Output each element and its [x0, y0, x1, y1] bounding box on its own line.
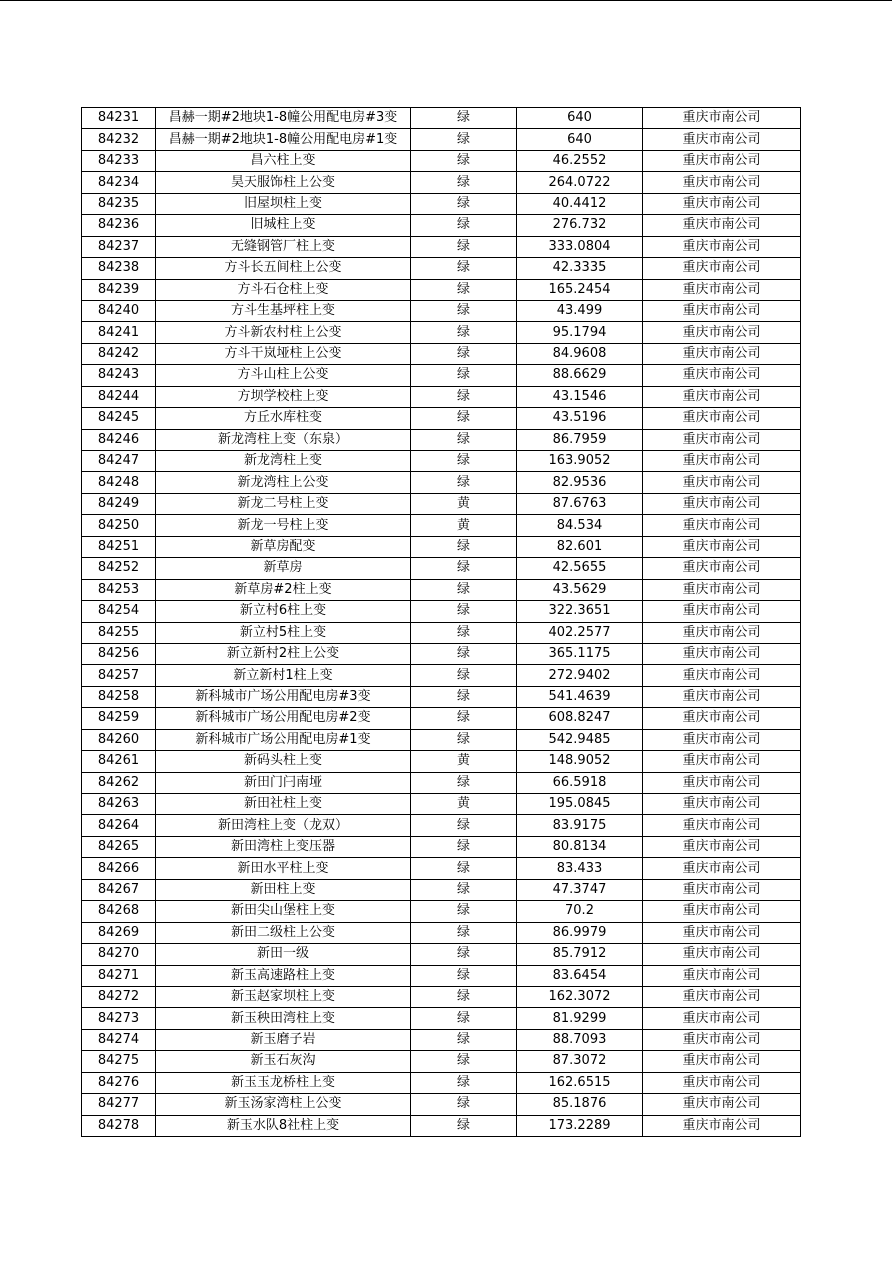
- cell-company: 重庆市南公司: [643, 322, 801, 343]
- table-row: [82, 150, 801, 171]
- cell-value: 42.3335: [517, 258, 643, 279]
- cell-status: 绿: [411, 108, 517, 129]
- cell-status: 绿: [411, 236, 517, 257]
- cell-name: 新田尖山堡柱上变: [156, 901, 411, 922]
- cell-status: 绿: [411, 150, 517, 171]
- cell-value: 162.3072: [517, 986, 643, 1007]
- cell-status: 绿: [411, 579, 517, 600]
- cell-name: 新玉高速路柱上变: [156, 965, 411, 986]
- cell-name: 新草房#2柱上变: [156, 579, 411, 600]
- cell-value: 87.3072: [517, 1051, 643, 1072]
- cell-status: 绿: [411, 965, 517, 986]
- table-row: [82, 836, 801, 857]
- cell-value: 85.1876: [517, 1094, 643, 1115]
- cell-name: 新立村6柱上变: [156, 601, 411, 622]
- cell-status: 黄: [411, 493, 517, 514]
- cell-status: 绿: [411, 1094, 517, 1115]
- table-row: [82, 365, 801, 386]
- cell-id: 84231: [82, 108, 156, 129]
- cell-company: 重庆市南公司: [643, 1072, 801, 1093]
- cell-status: 绿: [411, 258, 517, 279]
- cell-status: 绿: [411, 386, 517, 407]
- table-row: [82, 922, 801, 943]
- cell-company: 重庆市南公司: [643, 1051, 801, 1072]
- table-row: [82, 986, 801, 1007]
- cell-company: 重庆市南公司: [643, 365, 801, 386]
- cell-status: 绿: [411, 536, 517, 557]
- cell-id: 84260: [82, 729, 156, 750]
- table-row: [82, 1072, 801, 1093]
- table-row: [82, 451, 801, 472]
- cell-value: 163.9052: [517, 451, 643, 472]
- cell-name: 新龙湾柱上变: [156, 451, 411, 472]
- cell-name: 方斗干岚垭柱上公变: [156, 343, 411, 364]
- table-row: [82, 879, 801, 900]
- cell-value: 47.3747: [517, 879, 643, 900]
- table-row: [82, 279, 801, 300]
- cell-company: 重庆市南公司: [643, 1094, 801, 1115]
- cell-status: 绿: [411, 1115, 517, 1136]
- cell-id: 84245: [82, 408, 156, 429]
- cell-status: 绿: [411, 215, 517, 236]
- cell-value: 46.2552: [517, 150, 643, 171]
- cell-id: 84240: [82, 300, 156, 321]
- cell-value: 43.499: [517, 300, 643, 321]
- cell-id: 84244: [82, 386, 156, 407]
- cell-id: 84275: [82, 1051, 156, 1072]
- data-table: [81, 107, 801, 1137]
- cell-value: 81.9299: [517, 1008, 643, 1029]
- cell-company: 重庆市南公司: [643, 729, 801, 750]
- cell-id: 84267: [82, 879, 156, 900]
- cell-name: 新田一级: [156, 944, 411, 965]
- cell-id: 84241: [82, 322, 156, 343]
- cell-status: 绿: [411, 1072, 517, 1093]
- cell-name: 新田柱上变: [156, 879, 411, 900]
- cell-company: 重庆市南公司: [643, 451, 801, 472]
- cell-name: 新玉水队8社柱上变: [156, 1115, 411, 1136]
- cell-status: 绿: [411, 129, 517, 150]
- cell-status: 绿: [411, 558, 517, 579]
- cell-id: 84266: [82, 858, 156, 879]
- cell-id: 84234: [82, 172, 156, 193]
- cell-name: 昊天服饰柱上公变: [156, 172, 411, 193]
- cell-id: 84259: [82, 708, 156, 729]
- cell-value: 333.0804: [517, 236, 643, 257]
- cell-value: 264.0722: [517, 172, 643, 193]
- cell-status: 黄: [411, 515, 517, 536]
- cell-company: 重庆市南公司: [643, 472, 801, 493]
- table-row: [82, 643, 801, 664]
- cell-value: 82.9536: [517, 472, 643, 493]
- table-row: [82, 601, 801, 622]
- cell-value: 83.6454: [517, 965, 643, 986]
- cell-id: 84257: [82, 665, 156, 686]
- cell-status: 绿: [411, 686, 517, 707]
- table-row: [82, 108, 801, 129]
- cell-name: 新玉石灰沟: [156, 1051, 411, 1072]
- cell-value: 83.433: [517, 858, 643, 879]
- cell-status: 绿: [411, 429, 517, 450]
- cell-name: 新田社柱上变: [156, 794, 411, 815]
- cell-name: 方斗生基坪柱上变: [156, 300, 411, 321]
- cell-company: 重庆市南公司: [643, 622, 801, 643]
- cell-id: 84262: [82, 772, 156, 793]
- table-row: [82, 429, 801, 450]
- cell-value: 148.9052: [517, 751, 643, 772]
- cell-name: 方斗山柱上公变: [156, 365, 411, 386]
- cell-id: 84246: [82, 429, 156, 450]
- cell-id: 84268: [82, 901, 156, 922]
- cell-name: 新田水平柱上变: [156, 858, 411, 879]
- cell-name: 新草房配变: [156, 536, 411, 557]
- cell-name: 新科城市广场公用配电房#1变: [156, 729, 411, 750]
- cell-company: 重庆市南公司: [643, 236, 801, 257]
- table-row: [82, 343, 801, 364]
- cell-value: 162.6515: [517, 1072, 643, 1093]
- table-row: [82, 322, 801, 343]
- cell-name: 新草房: [156, 558, 411, 579]
- cell-id: 84276: [82, 1072, 156, 1093]
- cell-company: 重庆市南公司: [643, 1008, 801, 1029]
- cell-company: 重庆市南公司: [643, 150, 801, 171]
- cell-id: 84255: [82, 622, 156, 643]
- cell-company: 重庆市南公司: [643, 772, 801, 793]
- cell-status: 绿: [411, 922, 517, 943]
- cell-id: 84251: [82, 536, 156, 557]
- cell-value: 195.0845: [517, 794, 643, 815]
- cell-company: 重庆市南公司: [643, 815, 801, 836]
- cell-value: 86.7959: [517, 429, 643, 450]
- table-row: [82, 579, 801, 600]
- table-row: [82, 622, 801, 643]
- table-row: [82, 708, 801, 729]
- cell-name: 新立新村2柱上公变: [156, 643, 411, 664]
- cell-id: 84253: [82, 579, 156, 600]
- cell-id: 84235: [82, 193, 156, 214]
- table-row: [82, 1115, 801, 1136]
- cell-company: 重庆市南公司: [643, 558, 801, 579]
- cell-company: 重庆市南公司: [643, 794, 801, 815]
- cell-company: 重庆市南公司: [643, 579, 801, 600]
- cell-name: 新玉汤家湾柱上公变: [156, 1094, 411, 1115]
- cell-id: 84237: [82, 236, 156, 257]
- cell-value: 43.5629: [517, 579, 643, 600]
- table-row: [82, 300, 801, 321]
- table-row: [82, 965, 801, 986]
- cell-status: 绿: [411, 343, 517, 364]
- cell-id: 84265: [82, 836, 156, 857]
- cell-company: 重庆市南公司: [643, 429, 801, 450]
- cell-status: 绿: [411, 1008, 517, 1029]
- cell-name: 方坝学校柱上变: [156, 386, 411, 407]
- cell-status: 绿: [411, 408, 517, 429]
- cell-company: 重庆市南公司: [643, 665, 801, 686]
- table-row: [82, 193, 801, 214]
- cell-company: 重庆市南公司: [643, 215, 801, 236]
- cell-status: 黄: [411, 751, 517, 772]
- cell-id: 84243: [82, 365, 156, 386]
- cell-status: 绿: [411, 729, 517, 750]
- cell-status: 绿: [411, 643, 517, 664]
- cell-company: 重庆市南公司: [643, 343, 801, 364]
- cell-company: 重庆市南公司: [643, 1029, 801, 1050]
- cell-name: 新立村5柱上变: [156, 622, 411, 643]
- cell-value: 608.8247: [517, 708, 643, 729]
- cell-id: 84242: [82, 343, 156, 364]
- table-row: [82, 858, 801, 879]
- cell-company: 重庆市南公司: [643, 386, 801, 407]
- cell-company: 重庆市南公司: [643, 279, 801, 300]
- table-row: [82, 901, 801, 922]
- cell-name: 新田湾柱上变（龙双）: [156, 815, 411, 836]
- cell-value: 40.4412: [517, 193, 643, 214]
- cell-id: 84236: [82, 215, 156, 236]
- cell-status: 绿: [411, 472, 517, 493]
- cell-company: 重庆市南公司: [643, 601, 801, 622]
- cell-id: 84278: [82, 1115, 156, 1136]
- cell-company: 重庆市南公司: [643, 922, 801, 943]
- cell-id: 84250: [82, 515, 156, 536]
- cell-id: 84258: [82, 686, 156, 707]
- cell-status: 绿: [411, 1029, 517, 1050]
- cell-name: 新田二级柱上公变: [156, 922, 411, 943]
- cell-name: 新玉玉龙桥柱上变: [156, 1072, 411, 1093]
- cell-status: 黄: [411, 794, 517, 815]
- cell-status: 绿: [411, 622, 517, 643]
- cell-id: 84272: [82, 986, 156, 1007]
- cell-id: 84277: [82, 1094, 156, 1115]
- cell-status: 绿: [411, 772, 517, 793]
- cell-status: 绿: [411, 279, 517, 300]
- cell-company: 重庆市南公司: [643, 408, 801, 429]
- cell-company: 重庆市南公司: [643, 515, 801, 536]
- cell-id: 84263: [82, 794, 156, 815]
- cell-name: 新玉秧田湾柱上变: [156, 1008, 411, 1029]
- table-row: [82, 236, 801, 257]
- cell-name: 昌赫一期#2地块1-8幢公用配电房#1变: [156, 129, 411, 150]
- cell-status: 绿: [411, 300, 517, 321]
- cell-name: 新龙一号柱上变: [156, 515, 411, 536]
- cell-name: 无缝钢管厂柱上变: [156, 236, 411, 257]
- cell-id: 84248: [82, 472, 156, 493]
- table-row: [82, 258, 801, 279]
- cell-company: 重庆市南公司: [643, 686, 801, 707]
- cell-company: 重庆市南公司: [643, 1115, 801, 1136]
- cell-value: 640: [517, 129, 643, 150]
- table-row: [82, 515, 801, 536]
- table-row: [82, 729, 801, 750]
- cell-name: 新科城市广场公用配电房#3变: [156, 686, 411, 707]
- cell-value: 82.601: [517, 536, 643, 557]
- cell-status: 绿: [411, 1051, 517, 1072]
- cell-name: 新田门闩南垭: [156, 772, 411, 793]
- table-row: [82, 386, 801, 407]
- cell-status: 绿: [411, 879, 517, 900]
- cell-value: 95.1794: [517, 322, 643, 343]
- cell-name: 旧屋坝柱上变: [156, 193, 411, 214]
- cell-name: 昌赫一期#2地块1-8幢公用配电房#3变: [156, 108, 411, 129]
- cell-value: 402.2577: [517, 622, 643, 643]
- cell-company: 重庆市南公司: [643, 965, 801, 986]
- cell-company: 重庆市南公司: [643, 879, 801, 900]
- cell-id: 84232: [82, 129, 156, 150]
- cell-id: 84274: [82, 1029, 156, 1050]
- cell-name: 新田湾柱上变压器: [156, 836, 411, 857]
- cell-id: 84254: [82, 601, 156, 622]
- cell-name: 新龙二号柱上变: [156, 493, 411, 514]
- cell-name: 昌六柱上变: [156, 150, 411, 171]
- cell-status: 绿: [411, 858, 517, 879]
- cell-company: 重庆市南公司: [643, 129, 801, 150]
- cell-id: 84261: [82, 751, 156, 772]
- cell-company: 重庆市南公司: [643, 536, 801, 557]
- cell-name: 旧城柱上变: [156, 215, 411, 236]
- cell-id: 84271: [82, 965, 156, 986]
- cell-company: 重庆市南公司: [643, 944, 801, 965]
- table-row: [82, 944, 801, 965]
- table-row: [82, 493, 801, 514]
- table-row: [82, 1029, 801, 1050]
- cell-value: 272.9402: [517, 665, 643, 686]
- cell-id: 84270: [82, 944, 156, 965]
- cell-value: 66.5918: [517, 772, 643, 793]
- cell-status: 绿: [411, 944, 517, 965]
- cell-name: 新码头柱上变: [156, 751, 411, 772]
- cell-id: 84249: [82, 493, 156, 514]
- table-row: [82, 751, 801, 772]
- cell-status: 绿: [411, 901, 517, 922]
- cell-value: 70.2: [517, 901, 643, 922]
- cell-name: 方丘水库柱变: [156, 408, 411, 429]
- cell-name: 新玉赵家坝柱上变: [156, 986, 411, 1007]
- cell-status: 绿: [411, 601, 517, 622]
- table-row: [82, 172, 801, 193]
- cell-company: 重庆市南公司: [643, 858, 801, 879]
- cell-name: 新立新村1柱上变: [156, 665, 411, 686]
- table-row: [82, 794, 801, 815]
- cell-status: 绿: [411, 451, 517, 472]
- cell-id: 84233: [82, 150, 156, 171]
- cell-status: 绿: [411, 172, 517, 193]
- cell-company: 重庆市南公司: [643, 751, 801, 772]
- cell-value: 541.4639: [517, 686, 643, 707]
- cell-value: 42.5655: [517, 558, 643, 579]
- cell-value: 640: [517, 108, 643, 129]
- cell-status: 绿: [411, 836, 517, 857]
- cell-company: 重庆市南公司: [643, 643, 801, 664]
- cell-value: 365.1175: [517, 643, 643, 664]
- cell-value: 84.534: [517, 515, 643, 536]
- cell-id: 84273: [82, 1008, 156, 1029]
- cell-status: 绿: [411, 322, 517, 343]
- table-row: [82, 1008, 801, 1029]
- cell-value: 276.732: [517, 215, 643, 236]
- table-body: [82, 108, 801, 1137]
- table-row: [82, 536, 801, 557]
- table-row: [82, 558, 801, 579]
- table-row: [82, 215, 801, 236]
- cell-name: 方斗长五间柱上公变: [156, 258, 411, 279]
- cell-id: 84239: [82, 279, 156, 300]
- cell-name: 新龙湾柱上公变: [156, 472, 411, 493]
- table-row: [82, 472, 801, 493]
- table-row: [82, 686, 801, 707]
- cell-value: 43.1546: [517, 386, 643, 407]
- cell-name: 方斗石仓柱上变: [156, 279, 411, 300]
- cell-value: 88.6629: [517, 365, 643, 386]
- cell-status: 绿: [411, 665, 517, 686]
- table-row: [82, 772, 801, 793]
- cell-company: 重庆市南公司: [643, 300, 801, 321]
- cell-value: 165.2454: [517, 279, 643, 300]
- cell-status: 绿: [411, 815, 517, 836]
- cell-id: 84269: [82, 922, 156, 943]
- table-row: [82, 665, 801, 686]
- cell-id: 84252: [82, 558, 156, 579]
- cell-value: 88.7093: [517, 1029, 643, 1050]
- cell-id: 84238: [82, 258, 156, 279]
- table-row: [82, 815, 801, 836]
- cell-id: 84247: [82, 451, 156, 472]
- cell-company: 重庆市南公司: [643, 193, 801, 214]
- cell-company: 重庆市南公司: [643, 708, 801, 729]
- cell-value: 86.9979: [517, 922, 643, 943]
- cell-value: 173.2289: [517, 1115, 643, 1136]
- cell-name: 新龙湾柱上变（东泉）: [156, 429, 411, 450]
- cell-company: 重庆市南公司: [643, 172, 801, 193]
- cell-company: 重庆市南公司: [643, 493, 801, 514]
- cell-status: 绿: [411, 986, 517, 1007]
- cell-company: 重庆市南公司: [643, 108, 801, 129]
- cell-status: 绿: [411, 365, 517, 386]
- cell-company: 重庆市南公司: [643, 258, 801, 279]
- cell-value: 542.9485: [517, 729, 643, 750]
- table-row: [82, 408, 801, 429]
- cell-value: 83.9175: [517, 815, 643, 836]
- cell-id: 84256: [82, 643, 156, 664]
- cell-status: 绿: [411, 193, 517, 214]
- cell-company: 重庆市南公司: [643, 986, 801, 1007]
- cell-name: 新科城市广场公用配电房#2变: [156, 708, 411, 729]
- table-row: [82, 129, 801, 150]
- cell-value: 84.9608: [517, 343, 643, 364]
- cell-id: 84264: [82, 815, 156, 836]
- cell-name: 方斗新农村柱上公变: [156, 322, 411, 343]
- cell-value: 322.3651: [517, 601, 643, 622]
- cell-company: 重庆市南公司: [643, 901, 801, 922]
- cell-value: 85.7912: [517, 944, 643, 965]
- cell-name: 新玉磨子岩: [156, 1029, 411, 1050]
- cell-value: 43.5196: [517, 408, 643, 429]
- table-row: [82, 1094, 801, 1115]
- cell-status: 绿: [411, 708, 517, 729]
- cell-value: 80.8134: [517, 836, 643, 857]
- cell-value: 87.6763: [517, 493, 643, 514]
- page-top-border: [0, 0, 892, 1]
- table-row: [82, 1051, 801, 1072]
- cell-company: 重庆市南公司: [643, 836, 801, 857]
